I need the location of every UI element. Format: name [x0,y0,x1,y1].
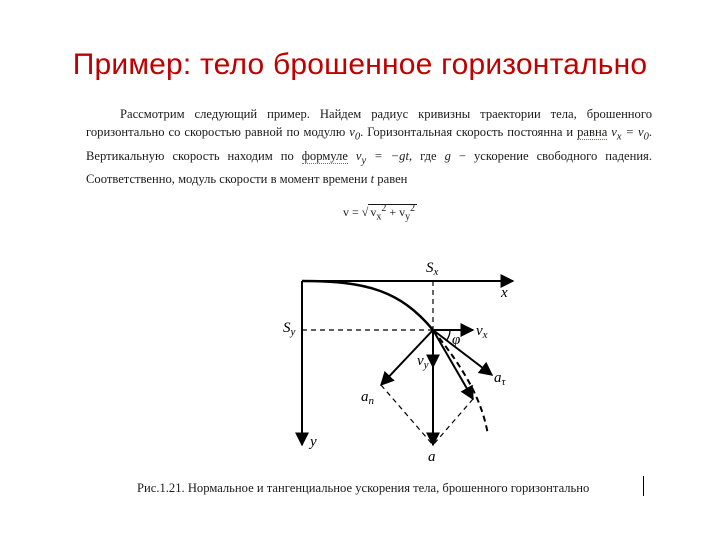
label-an: $a_n$ [361,389,374,407]
trajectory-curve [302,281,433,330]
label-atau: $a_\tau$ [494,370,506,388]
speed-formula: v = √ $v_x^2 + v_y^2$ [343,203,416,223]
label-x: x [501,285,508,301]
body-paragraph: Рассмотрим следующий пример. Найдем радиус кривизны траектории тела, брошенного горизонтально со скоростью равной по модулю $v_0$. Горизонтальная скорость постоянна и равна $v_x = v_0$. Вертикальную скорость находим по формуле $v_y = -gt$, где g − ускорение свободного падения. Соответственно, модуль скорости в момент времени t равен [86,107,653,187]
para-edge-1 [381,385,433,445]
label-y: y [310,434,317,450]
slide-title: Пример: тело брошенное горизонтально [72,48,648,81]
text-cursor [643,476,644,496]
label-vy: $v_y$ [417,353,429,371]
label-vx: $v_x$ [476,323,488,341]
label-a: a [428,449,436,465]
figure-caption: Рис.1.21. Нормальное и тангенциальное ускорения тела, брошенного горизонтально [137,481,590,495]
phi-arc [446,330,450,341]
projectile-diagram [270,255,530,470]
label-phi: φ [452,332,461,348]
an-vector [381,330,433,385]
label-sx: $S_x$ [426,260,439,278]
para-edge-2 [433,399,473,445]
label-sy: $S_y$ [283,320,296,338]
